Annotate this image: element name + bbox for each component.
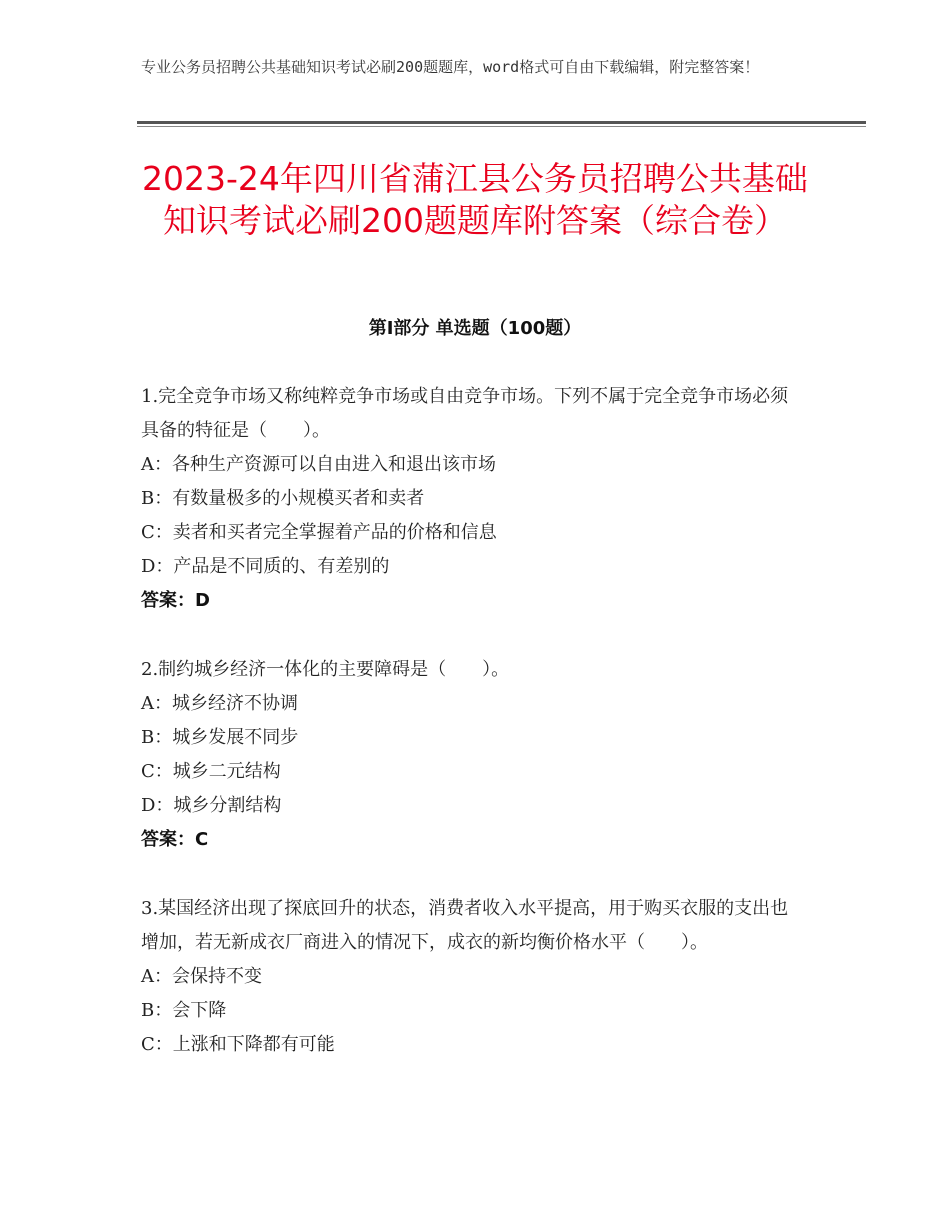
question-3 (141, 892, 801, 1062)
document-title: 2023-24年四川省蒲江县公务员招聘公共基础知识考试必刷200题题库附答案（综合卷） (142, 159, 808, 240)
option-d: D：产品是不同质的、有差别的 (141, 556, 390, 577)
question-2 (141, 653, 801, 857)
answer: 答案：C (141, 829, 209, 850)
question-stem: 3.某国经济出现了探底回升的状态，消费者收入水平提高，用于购买衣服的支出也增加，若无新成衣厂商进入的情况下，成衣的新均衡价格水平（ ）。 (141, 898, 789, 953)
option-c: C：城乡二元结构 (141, 761, 281, 782)
option-b: B：城乡发展不同步 (141, 727, 299, 748)
header-note: 专业公务员招聘公共基础知识考试必刷200题题库，word格式可自由下载编辑，附完整答案！ (141, 58, 760, 76)
option-b: B：会下降 (141, 1000, 227, 1021)
option-a: A：城乡经济不协调 (141, 693, 298, 714)
question-stem: 1.完全竞争市场又称纯粹竞争市场或自由竞争市场。下列不属于完全竞争市场必须具备的特征是（ ）。 (141, 386, 789, 441)
question-stem: 2.制约城乡经济一体化的主要障碍是（ ）。 (141, 659, 510, 680)
header-divider-thin (137, 126, 866, 127)
option-b: B：有数量极多的小规模买者和卖者 (141, 488, 425, 509)
question-1 (141, 380, 801, 618)
section-title: 第Ⅰ部分 单选题（100题） (368, 318, 582, 339)
option-d: D：城乡分割结构 (141, 795, 282, 816)
option-a: A：会保持不变 (141, 966, 262, 987)
option-a: A：各种生产资源可以自由进入和退出该市场 (141, 454, 496, 475)
header-divider-thick (137, 121, 866, 124)
option-c: C：上涨和下降都有可能 (141, 1034, 335, 1055)
option-c: C：卖者和买者完全掌握着产品的价格和信息 (141, 522, 497, 543)
answer: 答案：D (141, 590, 210, 611)
